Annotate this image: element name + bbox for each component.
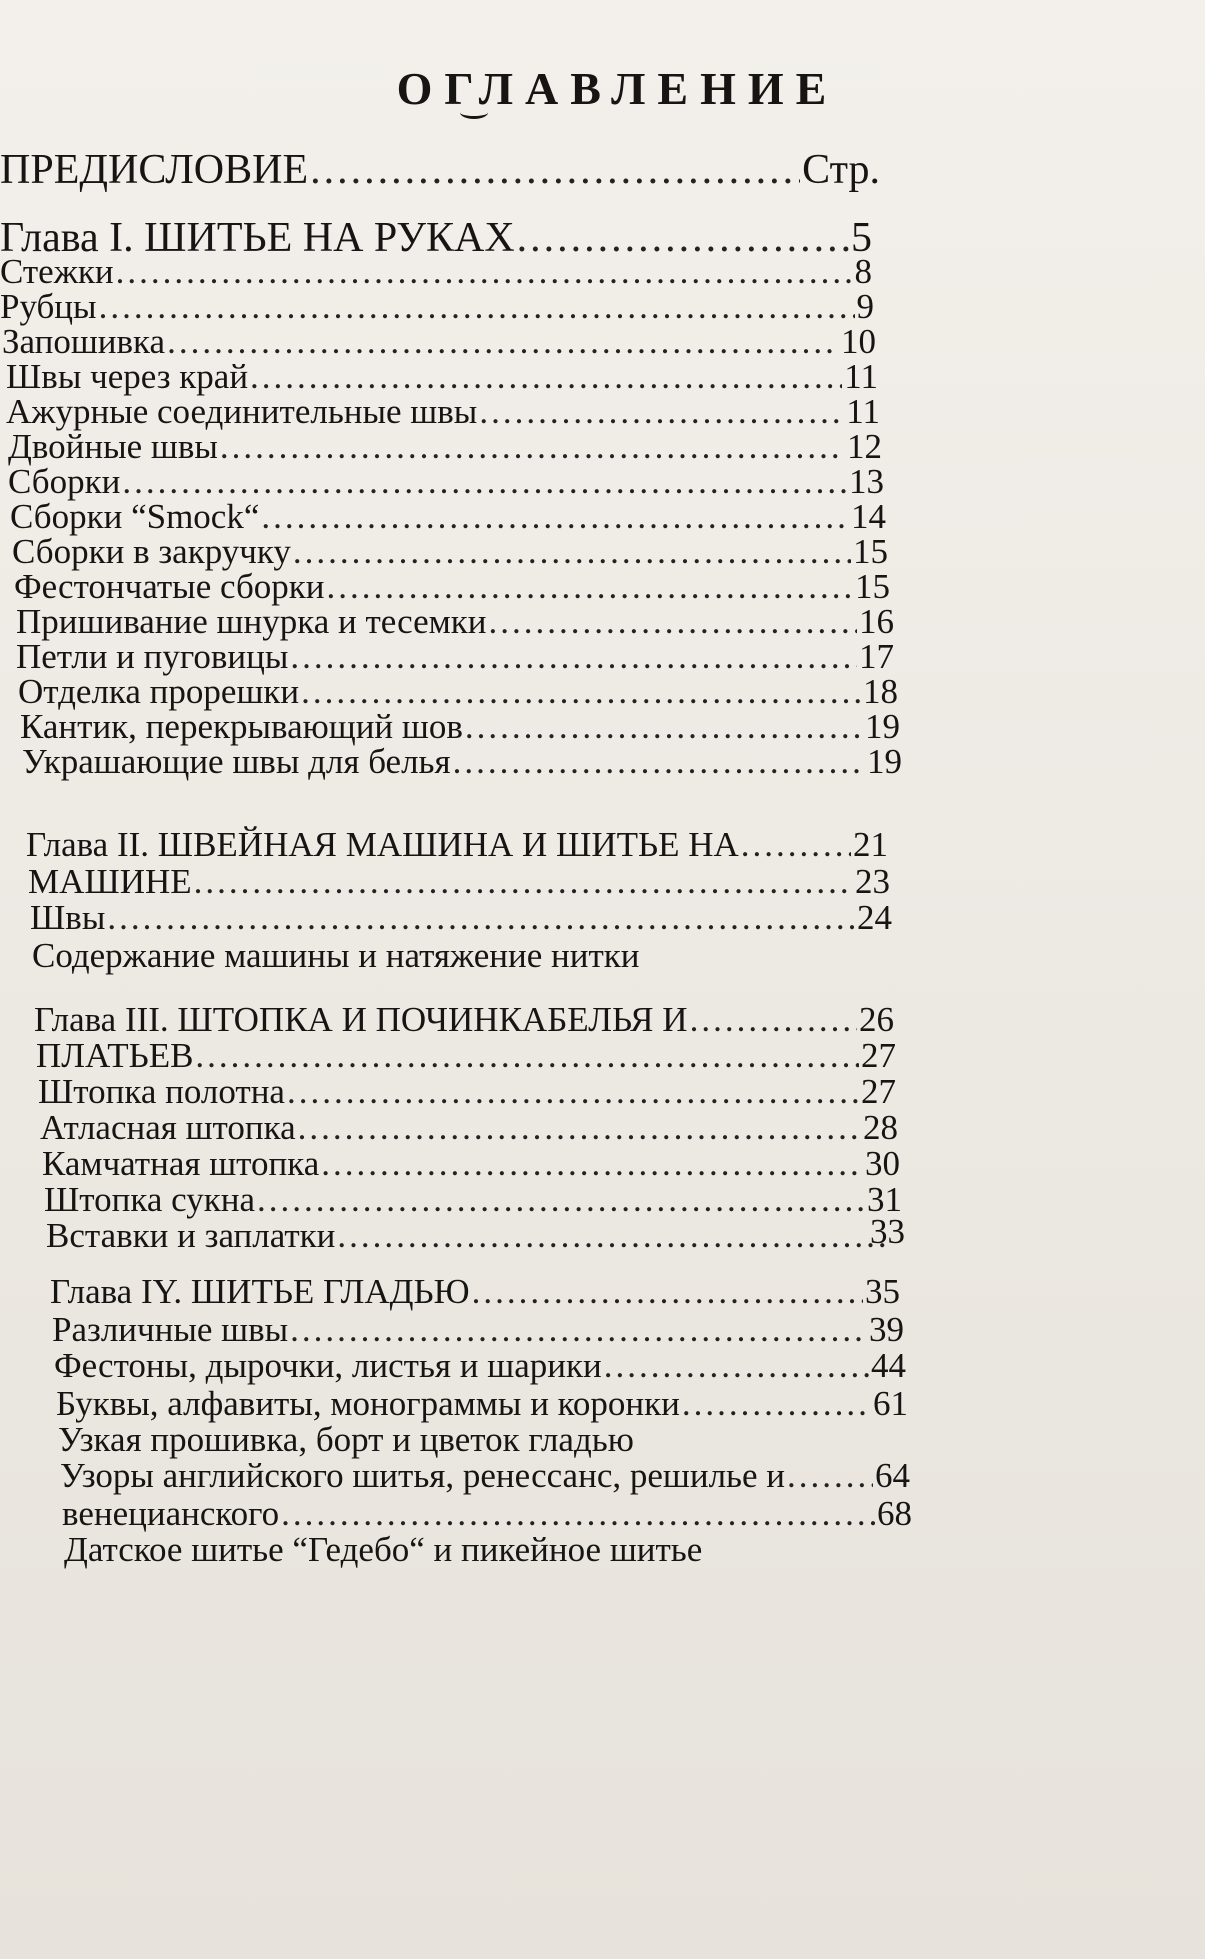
- toc-label: Стежки: [0, 252, 114, 291]
- toc-row: [56, 1384, 908, 1424]
- toc-row: [16, 637, 894, 677]
- toc-page-number: 12: [847, 427, 882, 466]
- toc-row: [32, 936, 640, 976]
- toc-page-number: 61: [873, 1384, 908, 1423]
- toc-page-number: 15: [855, 567, 890, 606]
- dot-leader: [465, 707, 863, 747]
- toc-label: Глава I. ШИТЬЕ НА РУКАХ: [0, 215, 515, 261]
- toc-row: [0, 287, 874, 327]
- toc-row: [0, 147, 880, 193]
- toc-page-number: 30: [865, 1144, 900, 1183]
- toc-row: [46, 1216, 894, 1256]
- toc-row: [58, 1420, 634, 1460]
- toc-label: Глава II. ШВЕЙНАЯ МАШИНА И ШИТЬЕ НА: [26, 825, 739, 864]
- toc-page-number: 28: [863, 1108, 898, 1147]
- toc-page-number: 11: [846, 392, 880, 431]
- toc-label: Камчатная штопка: [42, 1144, 320, 1183]
- toc-label: Атласная штопка: [40, 1108, 296, 1147]
- toc-row: [10, 497, 886, 537]
- toc-page-number: 9: [856, 287, 874, 326]
- dot-leader: [281, 1494, 875, 1534]
- toc-page-number: 19: [867, 742, 902, 781]
- toc-page-number: 64: [875, 1456, 910, 1495]
- toc-page-number: 13: [849, 462, 884, 501]
- toc-row: [52, 1310, 904, 1350]
- dot-leader: [321, 1144, 863, 1184]
- dot-leader: [301, 672, 861, 712]
- toc-label: Фестоны, дырочки, листья и шарики: [54, 1346, 602, 1385]
- toc-row: [12, 532, 888, 572]
- dot-leader: [250, 357, 842, 397]
- toc-page-number: 18: [863, 672, 898, 711]
- toc-page-number: 10: [841, 322, 876, 361]
- toc-row: [26, 825, 888, 865]
- toc-label: Сборки “Smock“: [10, 497, 260, 536]
- toc-row: [34, 1000, 894, 1040]
- toc-page-number: 21: [853, 825, 888, 864]
- toc-row: [2, 322, 876, 362]
- toc-label: Узкая прошивка, борт и цветок гладью: [58, 1420, 634, 1459]
- toc-label: Швы: [30, 898, 106, 937]
- toc-page-number: 5: [851, 215, 872, 261]
- toc-row: [60, 1456, 910, 1496]
- toc-label: венецианского: [62, 1494, 280, 1533]
- toc-label: Глава III. ШТОПКА И ПОЧИНКАБЕЛЬЯ И: [34, 1000, 688, 1039]
- toc-page-number: 15: [853, 532, 888, 571]
- dot-leader: [298, 1108, 861, 1148]
- toc-row: [8, 427, 882, 467]
- toc-label: Рубцы: [0, 287, 97, 326]
- toc-row: [6, 392, 880, 432]
- toc-label: Содержание машины и натяжение нитки: [32, 936, 640, 975]
- toc-row: [18, 672, 898, 712]
- toc-label: ПЛАТЬЕВ: [36, 1036, 194, 1075]
- dot-leader: [741, 825, 851, 865]
- dot-leader: [489, 602, 857, 642]
- dot-leader: [194, 862, 853, 902]
- dot-leader: [261, 497, 849, 537]
- dot-leader: [293, 532, 851, 572]
- toc-label: Различные швы: [52, 1310, 289, 1349]
- toc-label: Узоры английского шитья, ренессанс, решилье и: [60, 1456, 786, 1495]
- toc-label: Отделка прорешки: [18, 672, 300, 711]
- toc-label: Ажурные соединительные швы: [6, 392, 478, 431]
- toc-page-number: 19: [865, 707, 900, 746]
- page-title: ОГЛАВЛЕНИЕ: [396, 63, 839, 114]
- toc-row: [62, 1494, 912, 1534]
- toc-label: Датское шитье “Гедебо“ и пикейное шитье: [64, 1530, 703, 1569]
- dot-leader: [287, 1072, 859, 1112]
- toc-row: [14, 567, 890, 607]
- dot-leader: [290, 1310, 867, 1350]
- toc-label: Двойные швы: [8, 427, 218, 466]
- toc-page-number: 14: [851, 497, 886, 536]
- toc-label: Сборки в закручку: [12, 532, 291, 571]
- toc-page-number: 23: [855, 862, 890, 901]
- dot-leader: [290, 637, 857, 677]
- toc-page-number: 68: [877, 1494, 912, 1533]
- toc-label: Пришивание шнурка и тесемки: [16, 602, 487, 641]
- toc-page-number: 17: [859, 637, 894, 676]
- toc-row: [16, 602, 894, 642]
- dot-leader: [453, 742, 865, 782]
- dot-leader: [310, 150, 800, 190]
- toc-label: Кантик, перекрывающий шов: [20, 707, 463, 746]
- toc-page-number: Стр.: [802, 147, 880, 193]
- toc-label: Глава IY. ШИТЬЕ ГЛАДЬЮ: [50, 1272, 470, 1311]
- toc-label: Фестончатые сборки: [14, 567, 325, 606]
- dot-leader: [682, 1384, 871, 1424]
- dot-leader: [337, 1216, 892, 1256]
- dot-leader: [116, 252, 853, 292]
- toc-row: [6, 357, 878, 397]
- toc-page-number: 24: [857, 898, 892, 937]
- toc-label: Швы через край: [6, 357, 249, 396]
- dot-leader: [604, 1346, 869, 1386]
- toc-row: [38, 1072, 896, 1112]
- toc-label: МАШИНЕ: [28, 862, 192, 901]
- dot-leader: [122, 462, 847, 502]
- dot-leader: [690, 1000, 857, 1040]
- dot-leader: [472, 1272, 863, 1312]
- toc-label: Штопка полотна: [38, 1072, 285, 1111]
- toc-row: [30, 898, 892, 938]
- toc-page-number: 33: [870, 1212, 905, 1251]
- toc-row: [20, 707, 900, 747]
- toc-row: [22, 742, 902, 782]
- toc-page-number: 35: [865, 1272, 900, 1311]
- toc-label: Штопка сукна: [44, 1180, 255, 1219]
- toc-row: [64, 1530, 703, 1570]
- toc-label: Украшающие швы для белья: [22, 742, 451, 781]
- toc-row: [40, 1108, 898, 1148]
- dot-leader: [167, 322, 839, 362]
- dot-leader: [257, 1180, 865, 1220]
- dot-leader: [787, 1456, 873, 1496]
- toc-row: [42, 1144, 900, 1184]
- dot-leader: [107, 898, 855, 938]
- toc-label: Буквы, алфавиты, монограммы и коронки: [56, 1384, 680, 1423]
- toc-page-number: 16: [859, 602, 894, 641]
- toc-page-number: 11: [844, 357, 878, 396]
- toc-page-number: 44: [871, 1346, 906, 1385]
- toc-row: [44, 1180, 902, 1220]
- dot-leader: [479, 392, 844, 432]
- toc-label: Запошивка: [2, 322, 166, 361]
- toc-row: [36, 1036, 896, 1076]
- toc-row: [0, 252, 872, 292]
- dot-leader: [195, 1036, 859, 1076]
- dot-leader: [327, 567, 854, 607]
- toc-label: Сборки: [8, 462, 121, 501]
- toc-row: [54, 1346, 906, 1386]
- toc-label: Петли и пуговицы: [16, 637, 289, 676]
- toc-page-number: 8: [854, 252, 872, 291]
- toc-row: [28, 862, 890, 902]
- toc-row: [50, 1272, 900, 1312]
- toc-page-number: 39: [869, 1310, 904, 1349]
- toc-page-number: 27: [861, 1036, 896, 1075]
- toc-page-number: 27: [861, 1072, 896, 1111]
- toc-row: [8, 462, 884, 502]
- toc-label: Вставки и заплатки: [46, 1216, 336, 1255]
- toc-page-number: 31: [867, 1180, 902, 1219]
- dot-leader: [220, 427, 845, 467]
- toc-page-number: 26: [859, 1000, 894, 1039]
- dot-leader: [99, 287, 855, 327]
- toc-label: ПРЕДИСЛОВИЕ: [0, 147, 309, 193]
